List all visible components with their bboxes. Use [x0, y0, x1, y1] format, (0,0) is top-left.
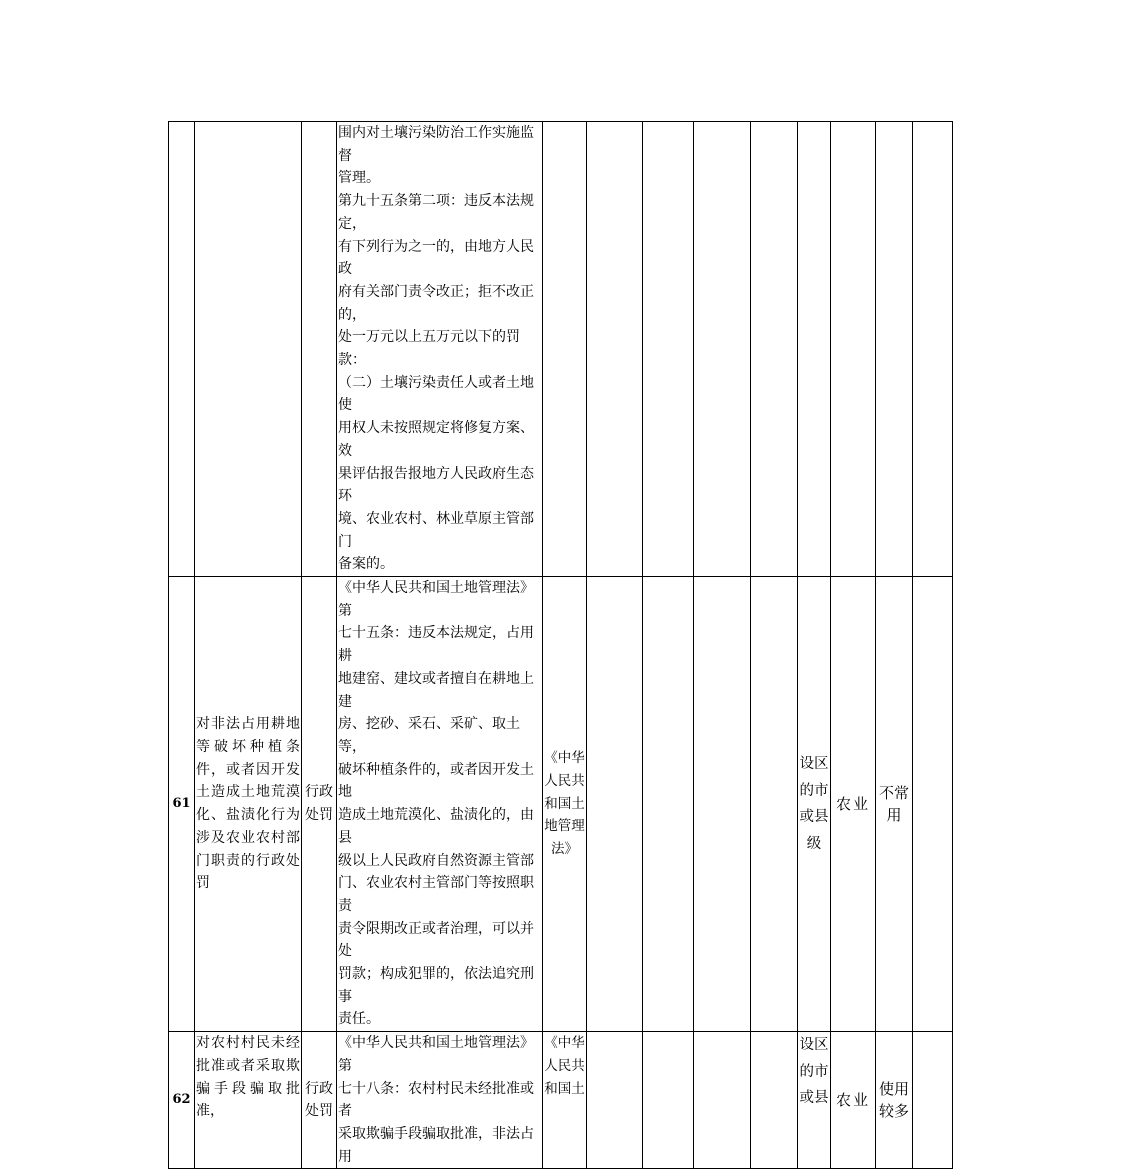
power-type-cell	[302, 122, 337, 577]
frequency-cell	[876, 122, 913, 577]
power-type-cell: 行政处罚	[302, 577, 337, 1032]
table-row	[169, 1032, 953, 1169]
table-row	[169, 122, 953, 577]
legal-basis-text-cell: 《中华人民共和国土地管理法》第 七十五条：违反本法规定，占用耕 地建窑、建坟或者擅自在耕地上建 房、挖砂、采石、采矿、取土等， 破坏种植条件的，或者因开发土地 造成土地荒漠化、盐渍化的，由县 级以上人民政府自然资源主管部 门、农业农村主管部门等按照职责 责令限期改正或者治理，可以并处 罚款；构成犯罪的，依法追究刑事 责任。	[337, 577, 543, 1032]
empty-cell	[587, 122, 643, 577]
exercise-level-cell: 设区 的市 或县 级	[798, 577, 831, 1032]
frequency-cell: 不常 用	[876, 577, 913, 1032]
table-row	[169, 577, 953, 1032]
empty-cell	[751, 577, 798, 1032]
item-number-cell	[169, 122, 195, 577]
matter-name-cell: 对非法占用耕地等破坏种植条件，或者因开发土造成土地荒漠化、盐渍化行为涉及农业农村部门职责的行政处罚	[195, 577, 302, 1032]
legal-basis-text-cell: 围内对土壤污染防治工作实施监督 管理。 第九十五条第二项：违反本法规定， 有下列行为之一的，由地方人民政 府有关部门责令改正；拒不改正的， 处一万元以上五万元以下的罚款： （二）土壤污染责任人或者土地使 用权人未按照规定将修复方案、效 果评估报告报地方人民政府生态环 境、农业农村、林业草原主管部门 备案的。	[337, 122, 543, 577]
empty-cell	[643, 122, 694, 577]
exercise-level-cell	[798, 122, 831, 577]
legal-basis-text-cell: 《中华人民共和国土地管理法》第 七十八条：农村村民未经批准或者 采取欺骗手段骗取批准，非法占用	[337, 1032, 543, 1169]
empty-cell	[587, 1032, 643, 1169]
matter-name-cell	[195, 122, 302, 577]
empty-cell	[643, 577, 694, 1032]
empty-cell	[694, 1032, 751, 1169]
department-cell: 农业	[831, 577, 876, 1032]
empty-cell	[751, 1032, 798, 1169]
empty-cell	[694, 122, 751, 577]
empty-cell	[913, 577, 953, 1032]
item-number-cell: 61	[169, 577, 195, 1032]
basis-law-cell	[543, 122, 587, 577]
empty-cell	[913, 122, 953, 577]
empty-cell	[913, 1032, 953, 1169]
basis-law-cell: 《中华 人民共 和国土 地管理 法》	[543, 577, 587, 1032]
department-cell: 农业	[831, 1032, 876, 1169]
exercise-level-cell: 设区 的市 或县	[798, 1032, 831, 1169]
frequency-cell: 使用 较多	[876, 1032, 913, 1169]
item-number-cell: 62	[169, 1032, 195, 1169]
matter-name-cell: 对农村村民未经批准或者采取欺骗手段骗取批准，	[195, 1032, 302, 1169]
empty-cell	[751, 122, 798, 577]
empty-cell	[694, 577, 751, 1032]
authority-list-table	[168, 121, 953, 1169]
department-cell	[831, 122, 876, 577]
empty-cell	[587, 577, 643, 1032]
power-type-cell: 行政处罚	[302, 1032, 337, 1169]
empty-cell	[643, 1032, 694, 1169]
basis-law-cell: 《中华 人民共 和国土	[543, 1032, 587, 1169]
